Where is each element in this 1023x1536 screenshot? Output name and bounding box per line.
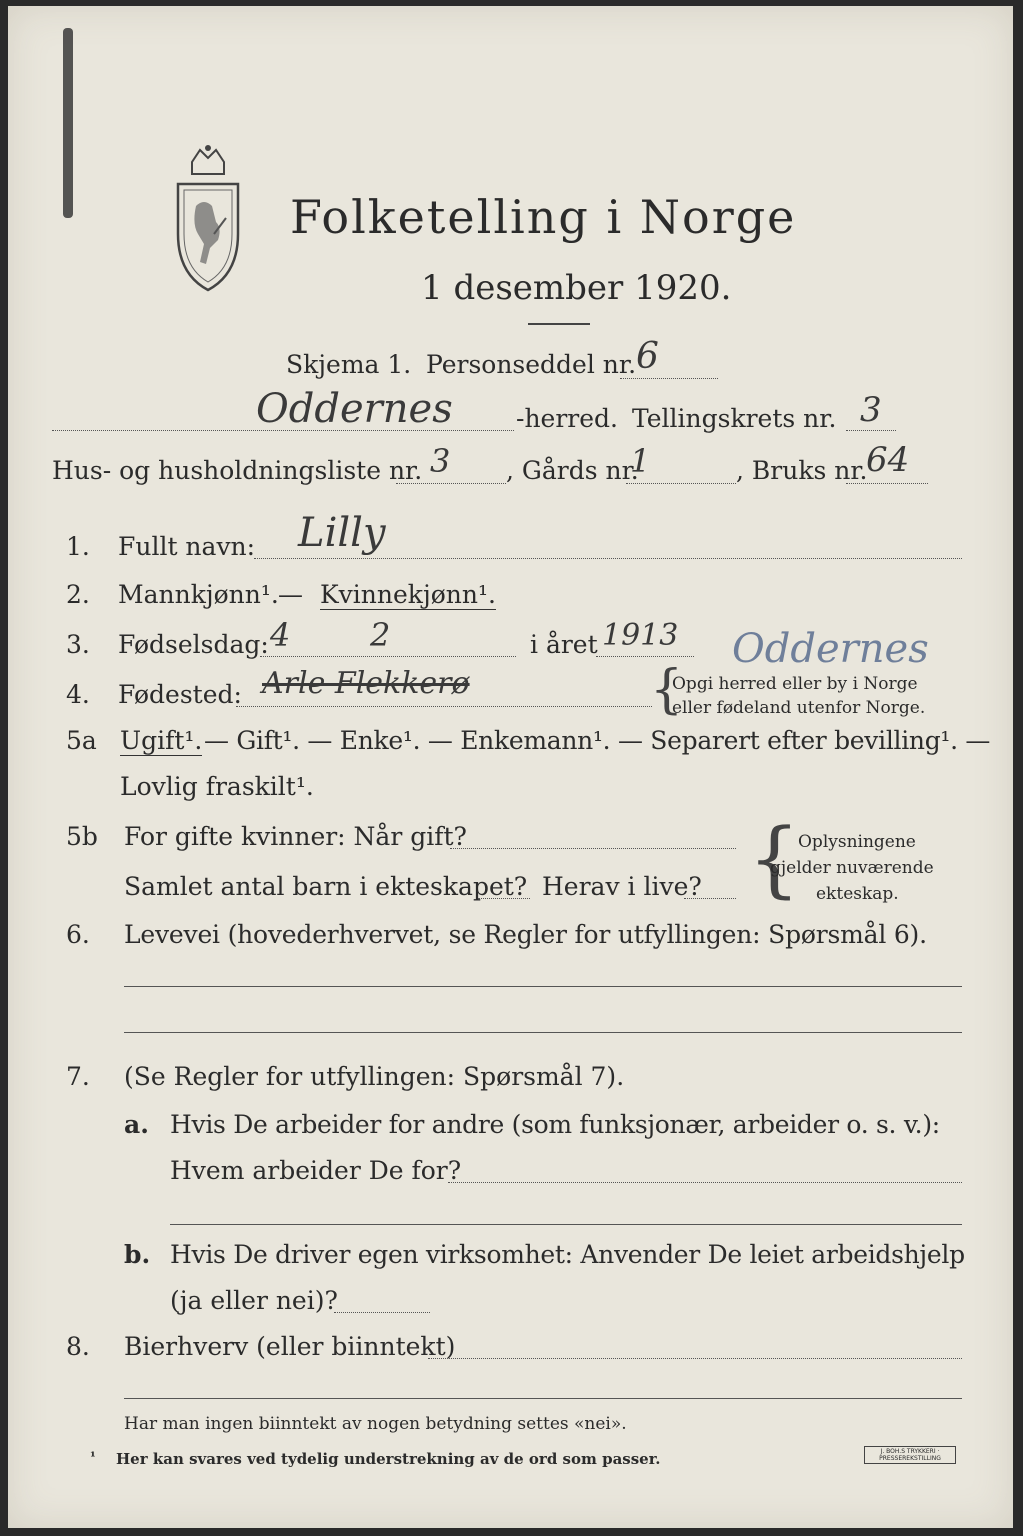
q3-label: Fødselsdag: xyxy=(118,630,269,659)
q1-line xyxy=(254,558,962,559)
q6-answer-line-2 xyxy=(124,1032,962,1033)
q7a-answer-line-2 xyxy=(170,1224,962,1225)
full-name-value: Lilly xyxy=(298,510,386,556)
q7-number: 7. xyxy=(66,1062,90,1091)
q4-number: 4. xyxy=(66,680,90,709)
q4-label: Fødested: xyxy=(118,680,242,709)
q8-answer-line-2 xyxy=(124,1398,962,1399)
personseddel-line xyxy=(620,378,718,379)
q5b-brace: { xyxy=(748,812,801,907)
marital-ugift-underlined: Ugift¹. xyxy=(120,726,203,755)
gards-value: 1 xyxy=(630,442,651,480)
q8-number: 8. xyxy=(66,1332,90,1361)
q6-text: Levevei (hovederhvervet, se Regler for utfyllingen: Spørsmål 6). xyxy=(124,920,927,949)
herred-value: Oddernes xyxy=(256,386,453,432)
q5b-number: 5b xyxy=(66,822,98,851)
bruks-label: , Bruks nr. xyxy=(736,456,868,485)
q1-label: Fullt navn: xyxy=(118,532,256,561)
census-form-page xyxy=(8,6,1013,1528)
q7a-question: Hvem arbeider De for? xyxy=(170,1156,462,1185)
coat-of-arms-icon xyxy=(170,144,246,294)
personseddel-value: 6 xyxy=(636,336,659,377)
birth-year-value: 1913 xyxy=(602,618,679,653)
birth-month-value: 2 xyxy=(370,616,391,654)
q7a-answer-line xyxy=(448,1182,962,1183)
q5b-line1-fill xyxy=(450,848,736,849)
printer-stamp: J. BOH.S TRYKKERI · PRESSEREKSTILLING xyxy=(864,1446,956,1464)
birthplace-correction: Oddernes xyxy=(732,626,929,672)
birthplace-line xyxy=(236,706,652,707)
marital-options: — Gift¹. — Enke¹. — Enkemann¹. — Separert efter bevilling¹. — xyxy=(204,726,991,755)
q5b-note-3: ekteskap. xyxy=(816,884,899,904)
gender-male: Mannkjønn¹. xyxy=(118,580,279,609)
birthday-line xyxy=(260,656,516,657)
footnote-text: Her kan svares ved tydelig understrekning av de ord som passer. xyxy=(116,1450,661,1468)
bruks-line xyxy=(846,483,928,484)
title-divider xyxy=(528,323,590,325)
gards-line xyxy=(626,483,736,484)
skjema-label: Skjema 1. xyxy=(286,350,412,379)
q6-answer-line-1 xyxy=(124,986,962,987)
bruks-value: 64 xyxy=(866,440,910,480)
q7a-text: Hvis De arbeider for andre (som funksjonær, arbeider o. s. v.): xyxy=(170,1110,940,1139)
q4-note-1: Opgi herred eller by i Norge xyxy=(672,674,918,694)
q5b-children-fill xyxy=(478,898,530,899)
q7b-answer-line xyxy=(334,1312,430,1313)
q5a-number: 5a xyxy=(66,726,97,755)
q2-number: 2. xyxy=(66,580,90,609)
q5b-alive: Herav i live? xyxy=(542,872,702,901)
q7-text: (Se Regler for utfyllingen: Spørsmål 7). xyxy=(124,1062,625,1091)
q5b-children: Samlet antal barn i ekteskapet? xyxy=(124,872,528,901)
q6-number: 6. xyxy=(66,920,90,949)
hus-label: Hus- og husholdningsliste nr. xyxy=(52,456,423,485)
q5b-note-2: gjelder nuværende xyxy=(770,858,934,878)
footer-note: Har man ingen biinntekt av nogen betydning settes «nei». xyxy=(124,1414,627,1434)
q7b-text: Hvis De driver egen virksomhet: Anvender De leiet arbeidshjelp xyxy=(170,1240,965,1269)
q4-brace: { xyxy=(650,660,684,720)
q8-text: Bierhverv (eller biinntekt) xyxy=(124,1332,456,1361)
q8-answer-line xyxy=(428,1358,962,1359)
tellingskrets-label: Tellingskrets nr. xyxy=(632,404,837,433)
herred-label: -herred. xyxy=(516,404,618,433)
q7a-letter: a. xyxy=(124,1110,149,1139)
birth-day-value: 4 xyxy=(270,616,291,654)
q7b-letter: b. xyxy=(124,1240,151,1269)
gender-sep: — xyxy=(278,580,303,609)
form-title: Folketelling i Norge xyxy=(290,190,797,244)
q7b-question: (ja eller nei)? xyxy=(170,1286,338,1315)
census-date: 1 desember 1920. xyxy=(421,268,732,308)
year-line xyxy=(596,656,694,657)
scan-mark xyxy=(63,28,73,218)
year-label: i året xyxy=(530,630,598,659)
gender-female-underlined: Kvinnekjønn¹. xyxy=(320,580,496,609)
birthplace-struck-value: Arle Flekkerø xyxy=(262,666,470,701)
hus-value: 3 xyxy=(430,442,451,480)
personseddel-label: Personseddel nr. xyxy=(426,350,637,379)
q1-number: 1. xyxy=(66,532,90,561)
q3-number: 3. xyxy=(66,630,90,659)
tellingskrets-line xyxy=(846,430,896,431)
hus-line xyxy=(396,483,506,484)
footnote-marker: ¹ xyxy=(90,1450,96,1465)
q5b-line1: For gifte kvinner: Når gift? xyxy=(124,822,467,851)
q4-note-2: eller fødeland utenfor Norge. xyxy=(672,698,926,718)
q5b-alive-fill xyxy=(684,898,736,899)
tellingskrets-value: 3 xyxy=(860,390,882,430)
gards-label: , Gårds nr. xyxy=(506,456,639,485)
marital-fraskilt: Lovlig fraskilt¹. xyxy=(120,772,314,801)
q5b-note-1: Oplysningene xyxy=(798,832,916,852)
